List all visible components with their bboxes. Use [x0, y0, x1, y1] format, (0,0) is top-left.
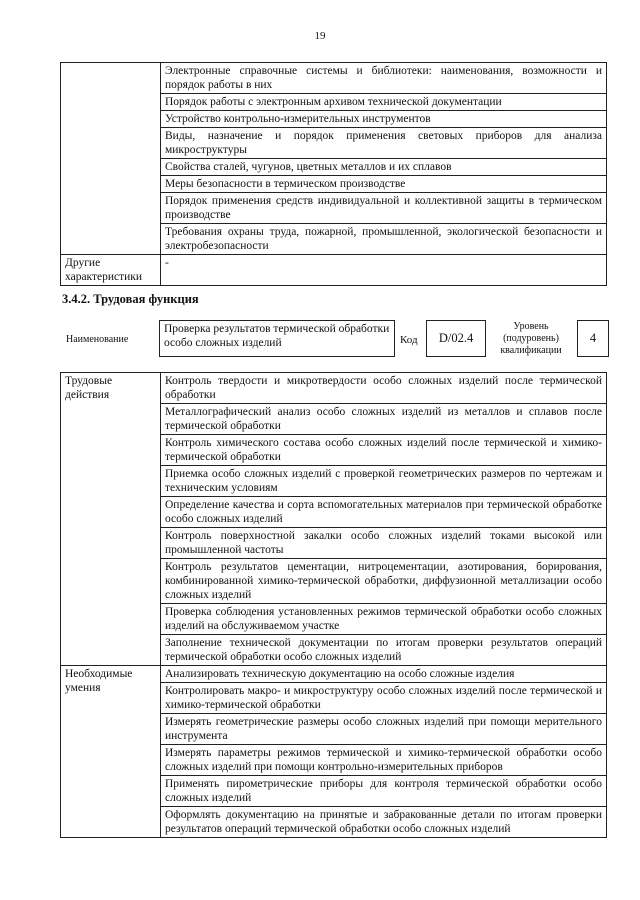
table-row — [61, 63, 607, 94]
table-cell: Виды, назначение и порядок применения световых приборов для анализа микроструктуры — [161, 128, 607, 159]
empty-label-cell — [61, 63, 161, 255]
table-cell: Порядок применения средств индивидуальной и коллективной защиты в термическом производстве — [161, 193, 607, 224]
table-cell: Заполнение технической документации по итогам проверки результатов операций термической обработки особо сложных изделий — [161, 635, 607, 666]
table-row — [61, 666, 607, 683]
table-cell: Измерять геометрические размеры особо сложных изделий при помощи мерительного инструмента — [161, 714, 607, 745]
other-characteristics-value: - — [161, 255, 607, 286]
table-cell: Металлографический анализ особо сложных изделий из металлов и сплавов после термической обработки — [161, 404, 607, 435]
table-cell: Контроль результатов цементации, нитроцементации, азотирования, борирования, комбинированной химико-термической обработки, диффузионной металлизации особо сложных изделий — [161, 559, 607, 604]
table-cell: Контроль химического состава особо сложных изделий после термической и химико-термической обработки — [161, 435, 607, 466]
code-value-box: D/02.4 — [426, 320, 486, 357]
knowledge-table — [60, 62, 607, 286]
skills-label: Необходимые умения — [61, 666, 161, 838]
table-cell: Устройство контрольно-измерительных инструментов — [161, 111, 607, 128]
table-cell: Контролировать макро- и микроструктуру особо сложных изделий после термической и химико-термической обработки — [161, 683, 607, 714]
labor-function-table — [60, 372, 607, 838]
table-cell: Определение качества и сорта вспомогательных материалов при термической обработке особо сложных изделий — [161, 497, 607, 528]
table-cell: Меры безопасности в термическом производстве — [161, 176, 607, 193]
table-cell: Электронные справочные системы и библиотеки: наименования, возможности и порядок работы в них — [161, 63, 607, 94]
table-row — [61, 255, 607, 286]
level-value-box: 4 — [577, 320, 609, 357]
section-title: 3.4.2. Трудовая функция — [62, 292, 199, 306]
level-label: Уровень (подуровень) квалификации — [500, 321, 562, 356]
page-number: 19 — [314, 30, 326, 42]
table-cell: Измерять параметры режимов термической и химико-термической обработки особо сложных изделий при помощи контрольно-измерительных приборов — [161, 745, 607, 776]
table-row — [61, 373, 607, 404]
function-name-box: Проверка результатов термической обработки особо сложных изделий — [159, 320, 395, 357]
table-cell: Порядок работы с электронным архивом технической документации — [161, 94, 607, 111]
other-characteristics-label: Другие характеристики — [61, 255, 161, 286]
table-cell: Контроль твердости и микротвердости особо сложных изделий после термической обработки — [161, 373, 607, 404]
table-cell: Требования охраны труда, пожарной, промышленной, экологической безопасности и электробезопасности — [161, 224, 607, 255]
table-cell: Анализировать техническую документацию на особо сложные изделия — [161, 666, 607, 683]
table-cell: Применять пирометрические приборы для контроля термической обработки особо сложных изделий — [161, 776, 607, 807]
labor-actions-label: Трудовые действия — [61, 373, 161, 666]
table-cell: Свойства сталей, чугунов, цветных металлов и их сплавов — [161, 159, 607, 176]
table-cell: Оформлять документацию на принятые и забракованные детали по итогам проверки результатов операций термической обработки особо сложных изделий — [161, 807, 607, 838]
code-label: Код — [400, 334, 418, 346]
table-cell: Проверка соблюдения установленных режимов термической обработки особо сложных изделий на обслуживаемом участке — [161, 604, 607, 635]
table-cell: Приемка особо сложных изделий с проверкой геометрических размеров по чертежам и техническим условиям — [161, 466, 607, 497]
name-label: Наименование — [66, 334, 129, 345]
table-cell: Контроль поверхностной закалки особо сложных изделий токами высокой или промышленной частоты — [161, 528, 607, 559]
